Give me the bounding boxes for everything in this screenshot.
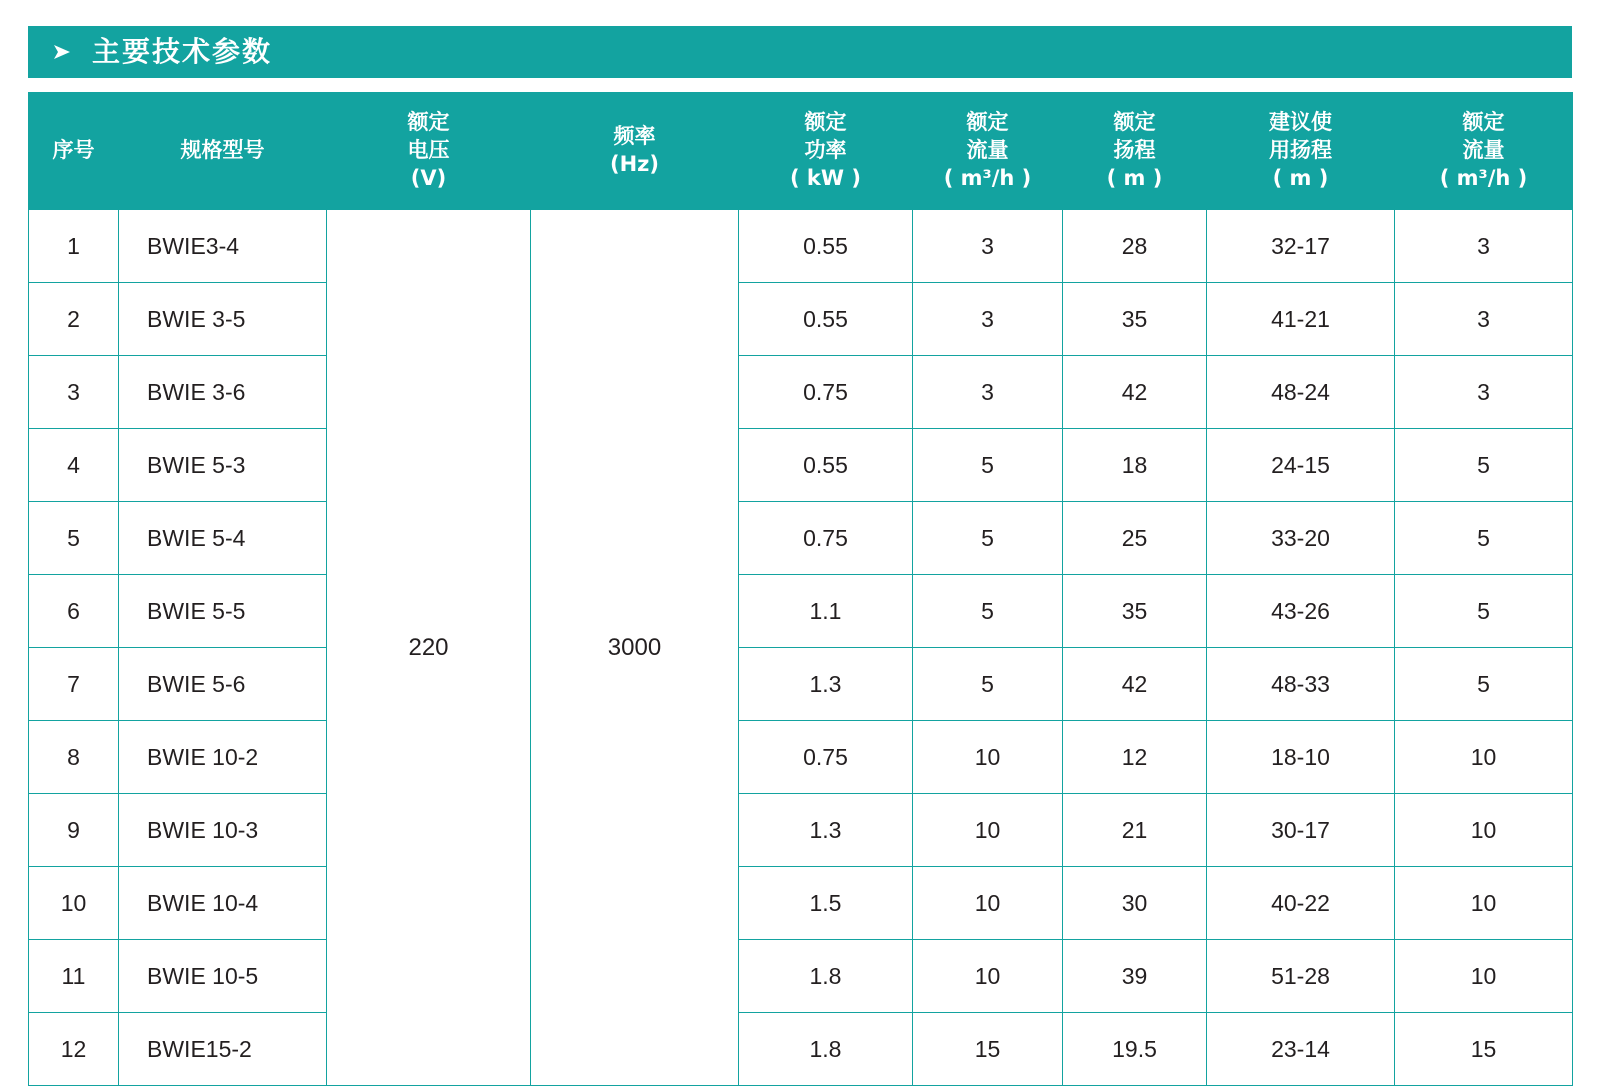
- table-row: [29, 648, 1573, 721]
- table-row: [29, 867, 1573, 940]
- cell-recommended-head: 43-26: [1207, 575, 1395, 648]
- cell-recommended-head: 30-17: [1207, 794, 1395, 867]
- cell-power: 1.8: [739, 1013, 913, 1086]
- column-header-flow: 额定 流量 ( m³/h ): [913, 93, 1063, 210]
- table-row: [29, 283, 1573, 356]
- cell-flow: 10: [913, 721, 1063, 794]
- column-header-frequency: 频率 (Hz): [531, 93, 739, 210]
- table-header-row: [29, 93, 1573, 210]
- cell-flow-2: 5: [1395, 502, 1573, 575]
- cell-flow: 5: [913, 502, 1063, 575]
- column-header-recommended-head: 建议使 用扬程 ( m ): [1207, 93, 1395, 210]
- cell-flow-2: 10: [1395, 794, 1573, 867]
- cell-model: BWIE 5-4: [119, 502, 327, 575]
- table-row: [29, 940, 1573, 1013]
- column-header-head: 额定 扬程 ( m ): [1063, 93, 1207, 210]
- cell-model: BWIE 3-6: [119, 356, 327, 429]
- cell-model: BWIE 5-6: [119, 648, 327, 721]
- cell-flow-2: 5: [1395, 575, 1573, 648]
- cell-flow: 10: [913, 867, 1063, 940]
- cell-no: 11: [29, 940, 119, 1013]
- table-row: [29, 575, 1573, 648]
- column-header-power: 额定 功率 ( kW ): [739, 93, 913, 210]
- table-body: [29, 210, 1573, 1086]
- cell-no: 10: [29, 867, 119, 940]
- cell-flow-2: 10: [1395, 721, 1573, 794]
- section-header: [28, 26, 1572, 78]
- cell-recommended-head: 32-17: [1207, 210, 1395, 283]
- cell-flow-2: 3: [1395, 356, 1573, 429]
- cell-model: BWIE 10-3: [119, 794, 327, 867]
- cell-head: 12: [1063, 721, 1207, 794]
- cell-flow: 5: [913, 648, 1063, 721]
- cell-no: 5: [29, 502, 119, 575]
- cell-model: BWIE 3-5: [119, 283, 327, 356]
- cell-power: 0.55: [739, 283, 913, 356]
- cell-flow: 10: [913, 794, 1063, 867]
- cell-power: 0.55: [739, 429, 913, 502]
- table-row: [29, 356, 1573, 429]
- column-header-flow-2: 额定 流量 ( m³/h ): [1395, 93, 1573, 210]
- cell-flow-2: 10: [1395, 940, 1573, 1013]
- cell-power: 1.3: [739, 648, 913, 721]
- cell-no: 12: [29, 1013, 119, 1086]
- cell-power: 1.5: [739, 867, 913, 940]
- cell-recommended-head: 24-15: [1207, 429, 1395, 502]
- cell-flow-2: 10: [1395, 867, 1573, 940]
- cell-flow: 3: [913, 356, 1063, 429]
- table-row: [29, 1013, 1573, 1086]
- cell-no: 6: [29, 575, 119, 648]
- column-header-voltage: 额定 电压 (V): [327, 93, 531, 210]
- cell-head: 18: [1063, 429, 1207, 502]
- cell-head: 42: [1063, 648, 1207, 721]
- cell-flow: 15: [913, 1013, 1063, 1086]
- cell-head: 21: [1063, 794, 1207, 867]
- cell-power: 0.55: [739, 210, 913, 283]
- cell-flow: 5: [913, 575, 1063, 648]
- cell-model: BWIE 10-4: [119, 867, 327, 940]
- cell-power: 0.75: [739, 502, 913, 575]
- cell-flow-2: 3: [1395, 283, 1573, 356]
- cell-flow-2: 5: [1395, 648, 1573, 721]
- cell-voltage-merged: 220: [327, 210, 531, 1086]
- cell-recommended-head: 48-24: [1207, 356, 1395, 429]
- cell-recommended-head: 18-10: [1207, 721, 1395, 794]
- table-row: [29, 721, 1573, 794]
- page-title: 主要技术参数: [92, 35, 273, 68]
- cell-recommended-head: 23-14: [1207, 1013, 1395, 1086]
- cell-recommended-head: 41-21: [1207, 283, 1395, 356]
- cell-head: 25: [1063, 502, 1207, 575]
- cell-no: 1: [29, 210, 119, 283]
- cell-no: 3: [29, 356, 119, 429]
- cell-recommended-head: 33-20: [1207, 502, 1395, 575]
- cell-power: 1.1: [739, 575, 913, 648]
- cell-flow: 10: [913, 940, 1063, 1013]
- cell-flow-2: 15: [1395, 1013, 1573, 1086]
- cell-power: 1.8: [739, 940, 913, 1013]
- cell-model: BWIE 10-2: [119, 721, 327, 794]
- cell-no: 4: [29, 429, 119, 502]
- cell-model: BWIE3-4: [119, 210, 327, 283]
- cell-recommended-head: 51-28: [1207, 940, 1395, 1013]
- cell-head: 28: [1063, 210, 1207, 283]
- cell-recommended-head: 48-33: [1207, 648, 1395, 721]
- spec-table: [28, 92, 1573, 1086]
- cell-head: 19.5: [1063, 1013, 1207, 1086]
- table-row: [29, 502, 1573, 575]
- cell-model: BWIE15-2: [119, 1013, 327, 1086]
- cell-no: 8: [29, 721, 119, 794]
- table-row: [29, 210, 1573, 283]
- cell-flow-2: 5: [1395, 429, 1573, 502]
- table-row: [29, 794, 1573, 867]
- arrow-right-icon: [50, 39, 76, 65]
- cell-model: BWIE 10-5: [119, 940, 327, 1013]
- cell-head: 35: [1063, 283, 1207, 356]
- table-row: [29, 429, 1573, 502]
- cell-recommended-head: 40-22: [1207, 867, 1395, 940]
- column-header-no: 序号: [29, 93, 119, 210]
- cell-head: 39: [1063, 940, 1207, 1013]
- cell-head: 42: [1063, 356, 1207, 429]
- cell-frequency-merged: 3000: [531, 210, 739, 1086]
- cell-power: 1.3: [739, 794, 913, 867]
- cell-head: 35: [1063, 575, 1207, 648]
- cell-flow: 3: [913, 283, 1063, 356]
- cell-flow: 3: [913, 210, 1063, 283]
- column-header-model: 规格型号: [119, 93, 327, 210]
- cell-no: 9: [29, 794, 119, 867]
- cell-flow-2: 3: [1395, 210, 1573, 283]
- cell-power: 0.75: [739, 721, 913, 794]
- cell-no: 2: [29, 283, 119, 356]
- cell-no: 7: [29, 648, 119, 721]
- cell-model: BWIE 5-3: [119, 429, 327, 502]
- cell-power: 0.75: [739, 356, 913, 429]
- cell-head: 30: [1063, 867, 1207, 940]
- cell-flow: 5: [913, 429, 1063, 502]
- cell-model: BWIE 5-5: [119, 575, 327, 648]
